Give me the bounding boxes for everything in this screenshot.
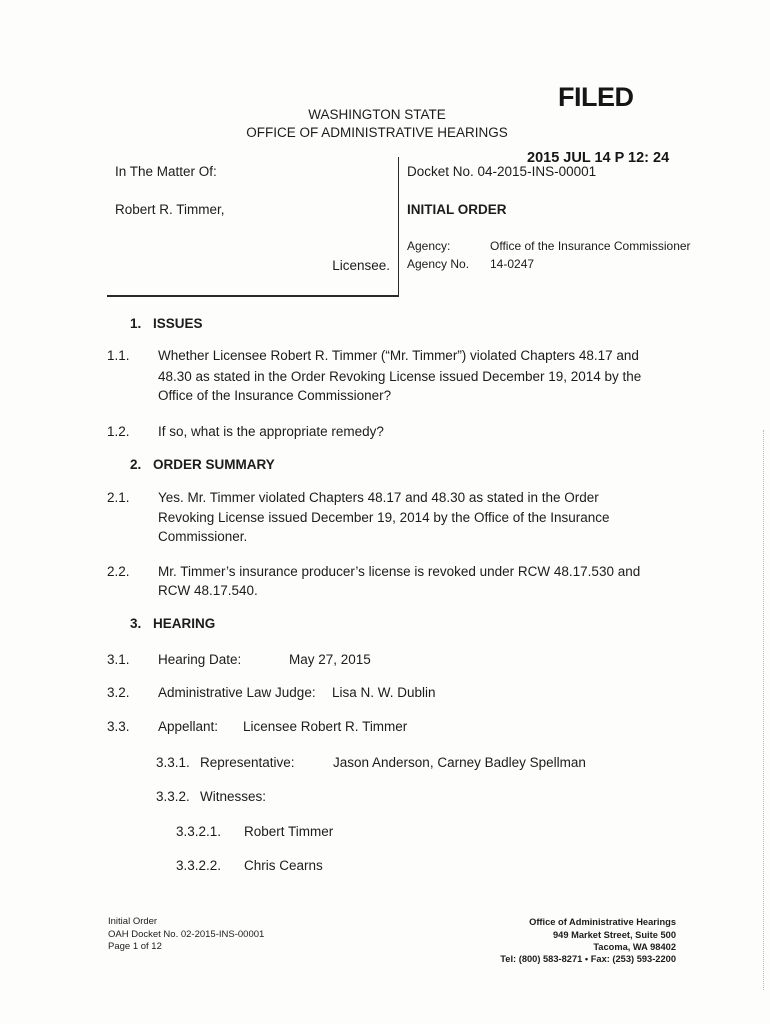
- paragraph-number: 1.1.: [107, 348, 130, 363]
- field-value: May 27, 2015: [289, 652, 371, 667]
- caption-divider-horizontal: [107, 295, 399, 297]
- paragraph-number: 2.1.: [107, 490, 130, 505]
- footer-street-address: 949 Market Street, Suite 500: [553, 930, 676, 940]
- paragraph-line: Office of the Insurance Commissioner?: [158, 388, 392, 403]
- docket-number: Docket No. 04-2015-INS-00001: [407, 164, 597, 179]
- field-value: Lisa N. W. Dublin: [332, 685, 436, 700]
- footer-document-name: Initial Order: [108, 916, 158, 927]
- header-state: WASHINGTON STATE: [308, 107, 446, 122]
- paragraph-line: Mr. Timmer’s insurance producer’s license is revoked under RCW 48.17.530 and: [158, 564, 641, 579]
- field-label: Witnesses:: [200, 789, 267, 804]
- subparagraph-number: 3.3.2.: [156, 789, 190, 804]
- paragraph-line: Whether Licensee Robert R. Timmer (“Mr. Timmer”) violated Chapters 48.17 and: [158, 348, 639, 363]
- agency-label: Agency:: [407, 239, 451, 253]
- paragraph-number: 1.2.: [107, 424, 130, 439]
- agency-number-label: Agency No.: [407, 257, 470, 271]
- agency-number: 14-0247: [490, 257, 535, 271]
- field-value: Licensee Robert R. Timmer: [243, 719, 408, 734]
- section-number: 2.: [130, 457, 142, 472]
- paragraph-number: 3.1.: [107, 652, 130, 667]
- caption-party-name: Robert R. Timmer,: [115, 202, 225, 217]
- section-number: 1.: [130, 316, 142, 331]
- paragraph-number: 2.2.: [107, 564, 130, 579]
- witness-name: Chris Cearns: [244, 858, 323, 873]
- field-label: Appellant:: [158, 719, 219, 734]
- field-label: Hearing Date:: [158, 652, 242, 667]
- filed-stamp: FILED: [558, 82, 634, 112]
- section-title-issues: ISSUES: [153, 316, 203, 331]
- witness-number: 3.3.2.2.: [176, 858, 222, 873]
- filed-datetime-stamp: 2015 JUL 14 P 12: 24: [527, 150, 670, 166]
- paragraph-line: If so, what is the appropriate remedy?: [158, 424, 384, 439]
- paragraph-line: RCW 48.17.540.: [158, 583, 258, 598]
- field-label: Administrative Law Judge:: [158, 685, 316, 700]
- document-title: INITIAL ORDER: [407, 202, 507, 217]
- paragraph-line: Revoking License issued December 19, 2014 by the Office of the Insurance: [158, 510, 610, 525]
- paragraph-line: Yes. Mr. Timmer violated Chapters 48.17 and 48.30 as stated in the Order: [158, 490, 599, 505]
- paragraph-number: 3.3.: [107, 719, 130, 734]
- footer-city-state-zip: Tacoma, WA 98402: [593, 942, 676, 952]
- caption-party-role: Licensee.: [332, 258, 390, 273]
- field-value: Jason Anderson, Carney Badley Spellman: [333, 755, 586, 770]
- subparagraph-number: 3.3.1.: [156, 755, 190, 770]
- witness-number: 3.3.2.1.: [176, 824, 222, 839]
- section-title-order-summary: ORDER SUMMARY: [153, 457, 275, 472]
- caption-matter-of: In The Matter Of:: [115, 164, 217, 179]
- section-number: 3.: [130, 616, 142, 631]
- agency-name: Office of the Insurance Commissioner: [490, 239, 691, 253]
- caption-divider-vertical: [398, 157, 399, 296]
- scan-edge-mark: [763, 430, 764, 990]
- witness-name: Robert Timmer: [244, 824, 334, 839]
- paragraph-line: 48.30 as stated in the Order Revoking License issued December 19, 2014 by the: [158, 369, 642, 384]
- header-office: OFFICE OF ADMINISTRATIVE HEARINGS: [246, 125, 508, 140]
- footer-page-number: Page 1 of 12: [108, 941, 162, 952]
- paragraph-line: Commissioner.: [158, 529, 248, 544]
- paragraph-number: 3.2.: [107, 685, 130, 700]
- footer-office-name: Office of Administrative Hearings: [529, 917, 676, 927]
- footer-phone-fax: Tel: (800) 583-8271 • Fax: (253) 593-2200: [500, 954, 676, 964]
- section-title-hearing: HEARING: [153, 616, 216, 631]
- field-label: Representative:: [200, 755, 295, 770]
- footer-docket-number: OAH Docket No. 02-2015-INS-00001: [108, 929, 265, 940]
